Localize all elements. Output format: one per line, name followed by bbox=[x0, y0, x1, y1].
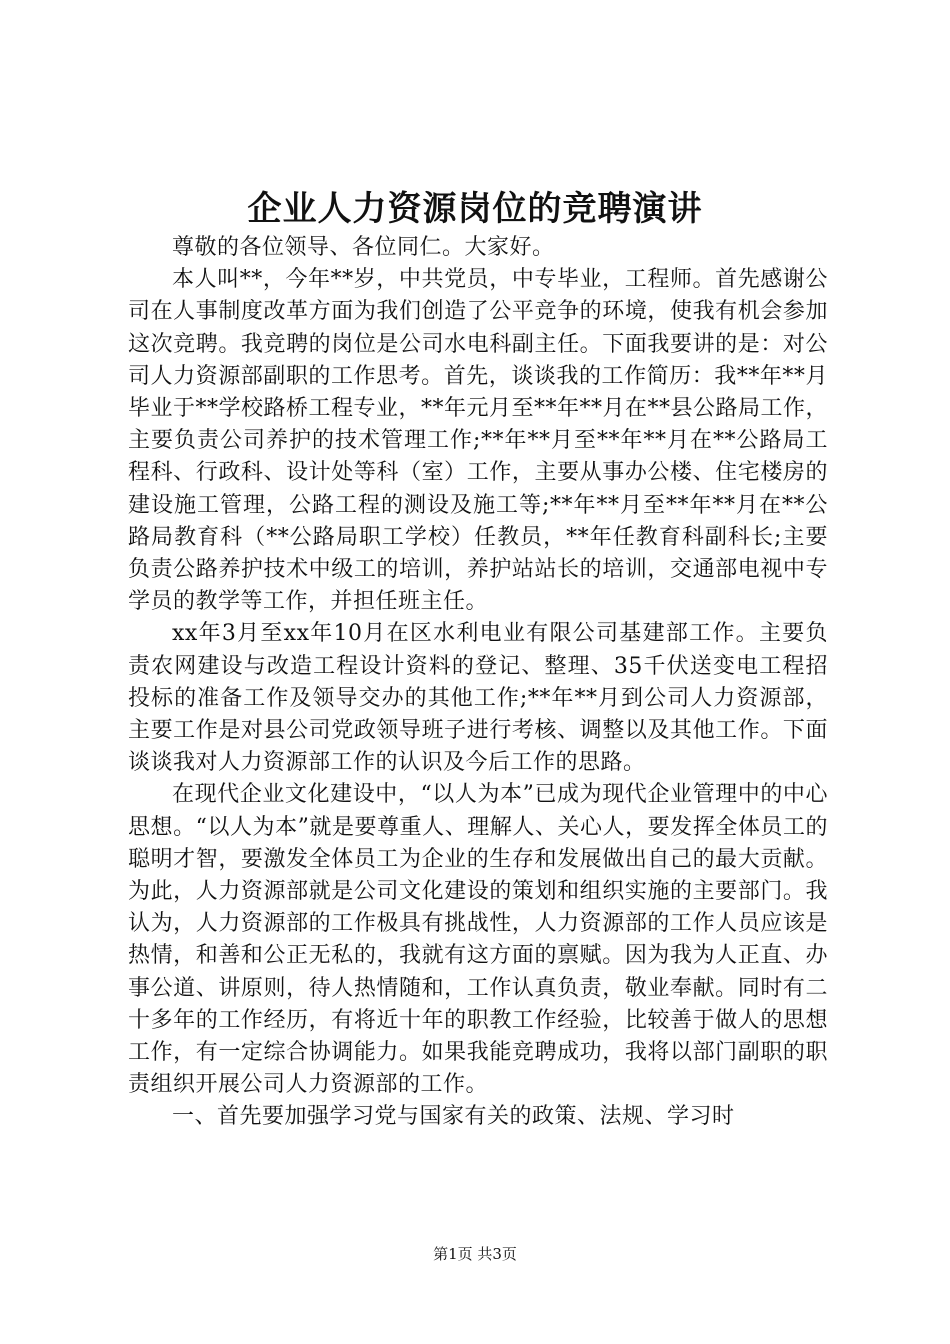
paragraph-introduction: 本人叫**，今年**岁，中共党员，中专毕业，工程师。首先感谢公司在人事制度改革方面为我们创造了公平竞争的环境，使我有机会参加这次竞聘。我竞聘的岗位是公司水电科副主任。下面我要讲的是：对公司人力资源部副职的工作思考。首先，谈谈我的工作简历：我**年**月毕业于**学校路桥工程专业，**年元月至**年**月在**县公路局工作，主要负责公司养护的技术管理工作;**年**月至**年**月在**公路局工程科、行政科、设计处等科（室）工作，主要从事办公楼、住宅楼房的建设施工管理，公路工程的测设及施工等;**年**月至**年**月在**公路局教育科（**公路局职工学校）任教员，**年任教育科副科长;主要负责公路养护技术中级工的培训，养护站站长的培训，交通部电视中专学员的教学等工作，并担任班主任。 bbox=[128, 267, 829, 615]
document-body bbox=[128, 232, 828, 1134]
paragraph-understanding: 在现代企业文化建设中，“以人为本”已成为现代企业管理中的中心思想。“以人为本”就是要尊重人、理解人、关心人，要发挥全体员工的聪明才智，要激发全体员工为企业的生存和发展做出自己的最大贡献。为此，人力资源部就是公司文化建设的策划和组织实施的主要部门。我认为，人力资源部的工作极具有挑战性，人力资源部的工作人员应该是热情，和善和公正无私的，我就有这方面的禀赋。因为我为人正直、办事公道、讲原则，待人热情随和，工作认真负责，敬业奉献。同时有二十多年的工作经历，有将近十年的职教工作经验，比较善于做人的思想工作，有一定综合协调能力。如果我能竞聘成功，我将以部门副职的职责组织开展公司人力资源部的工作。 bbox=[128, 782, 828, 1098]
paragraph-work-history: xx年3月至xx年10月在区水利电业有限公司基建部工作。主要负责农网建设与改造工程设计资料的登记、整理、35千伏送变电工程招投标的准备工作及领导交办的其他工作;**年**月到公司人力资源部，主要工作是对县公司党政领导班子进行考核、调整以及其他工作。下面谈谈我对人力资源部工作的认识及今后工作的思路。 bbox=[128, 621, 828, 776]
page-footer: 第1页 共3页 bbox=[433, 1245, 517, 1263]
document-title: 企业人力资源岗位的竞聘演讲 bbox=[247, 189, 703, 229]
paragraph-point-one: 一、首先要加强学习党与国家有关的政策、法规、学习时 bbox=[172, 1104, 735, 1130]
paragraph-greeting: 尊敬的各位领导、各位同仁。大家好。 bbox=[172, 235, 555, 260]
